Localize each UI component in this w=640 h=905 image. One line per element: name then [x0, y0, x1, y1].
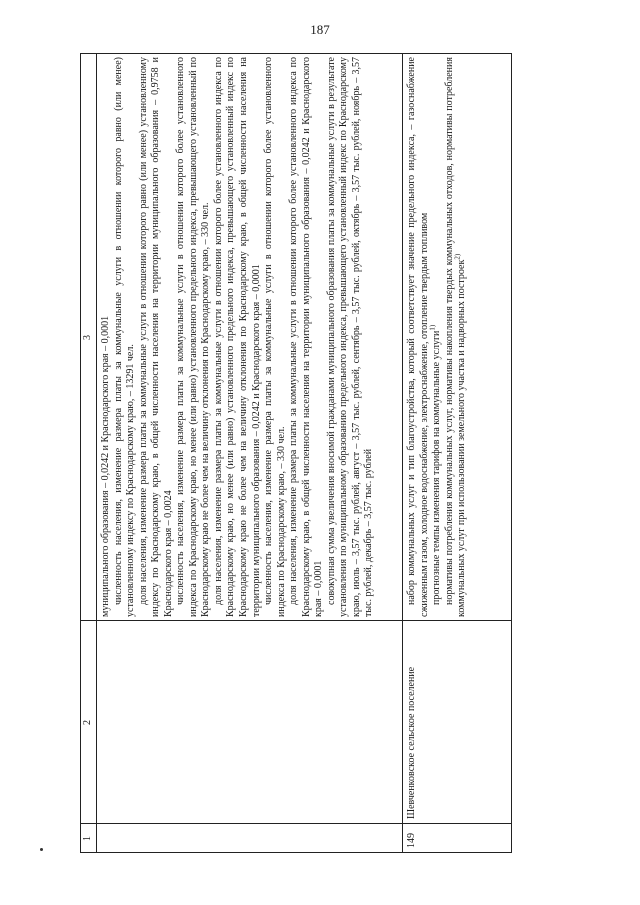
col-divider-2-3 — [80, 620, 512, 621]
table-border-bottom — [511, 53, 512, 853]
previous-row-description — [100, 57, 376, 617]
prev-text-0: муниципального образования – 0,0242 и Краснодарского края – 0,0001 — [100, 315, 111, 617]
prev-text-5: численность населения, изменение размера платы за коммунальные услуги в отношении которого более установленного индекса по Краснодарскому краю, – 330 чел. — [263, 57, 287, 617]
prev-text-1: численность населения, изменение размера платы за коммунальные услуги в отношении которого равно (или менее) установленному индексу по Краснодарскому краю, – 13291 чел. — [112, 57, 137, 617]
row-text-tariffs — [428, 57, 444, 617]
row-text-tariffs-label: прогнозные темпы изменения тарифов на коммунальные услуги — [431, 330, 443, 605]
footnote-ref-1: 1) — [428, 324, 437, 331]
page-number: 187 — [310, 22, 330, 37]
row-text-norms — [444, 57, 469, 617]
prev-text-6: доля населения, изменение размера платы за коммунальные услуги в отношении которого более установленного индекса по Краснодарскому краю, в общей численности населения на территории муниципального образования – 0,0242 и Краснодарского края – 0,0001 — [288, 57, 325, 617]
prev-text-2: доля населения, изменение размера платы за коммунальные услуги в отношении которого равно (или менее) установленному индексу по Краснодарскому краю, в общей численности населения на территории муниципального образования – 0,9758 и Краснодарского края – 0,0024 — [137, 57, 174, 617]
row-number: 149 — [406, 833, 417, 848]
prev-text-4: доля населения, изменение размера платы за коммунальные услуги в отношении которого более установленного индекса по Краснодарскому краю, но менее (или равно) установленного предельного индекса, превышающего установленный индекс по Краснодарскому краю не более чем на величину отклонения по Краснодарскому краю, в общей численности населения на территории муниципального образования – 0,0242 и Краснодарского края – 0,0001 — [212, 57, 262, 617]
table-border-right — [80, 53, 512, 54]
header-col-1: 1 — [82, 836, 93, 841]
prev-text-3: численность населения, изменение размера платы за коммунальные услуги в отношении которого более установленного индекса по Краснодарскому краю, но менее (или равно) установленного предельного индекса, превышающего установленный по Краснодарскому краю не более чем на величину отклонения по Краснодарскому краю, – 330 чел. — [175, 57, 212, 617]
table-border-left — [80, 852, 512, 853]
prev-text-7: совокупная сумма увеличения вносимой гражданами муниципального образования платы за коммунальные услуги в результате установления по муниципальному образованию предельного индекса, превышающего установленный индекс по Краснодарскому краю, июль – 3,57 тыс. рублей, август – 3,57 тыс. рублей, сентябрь – 3,57 тыс. рублей, октябрь – 3,57 тыс. рублей, ноябрь – 3,57 тыс. рублей, декабрь – 3,57 тыс. рублей — [325, 57, 375, 617]
header-col-2: 2 — [82, 720, 93, 725]
footnote-ref-2: 2) — [453, 253, 462, 260]
row-text-utilities: набор коммунальных услуг и тип благоустройства, который соответствует значение предельного индекса, – газоснабжение сжиженным газом, холодное водоснабжение, электроснабжение, отопление твердым топливом — [406, 57, 430, 617]
header-divider — [96, 53, 97, 853]
municipality-name: Шевченковское сельское поселение — [406, 666, 417, 819]
row-149-description — [406, 57, 469, 617]
scan-speck — [40, 848, 43, 851]
rotated-table — [80, 53, 512, 853]
row-text-norms-label: нормативы потребления коммунальных услуг, нормативы накопления твердых коммунальных отходов, нормативы потребления коммунальных услуг при использовании земельного участка и надворных построек — [443, 57, 468, 617]
col-divider-1-2 — [80, 823, 512, 824]
header-col-3: 3 — [82, 335, 93, 340]
row-divider-149 — [402, 53, 403, 853]
